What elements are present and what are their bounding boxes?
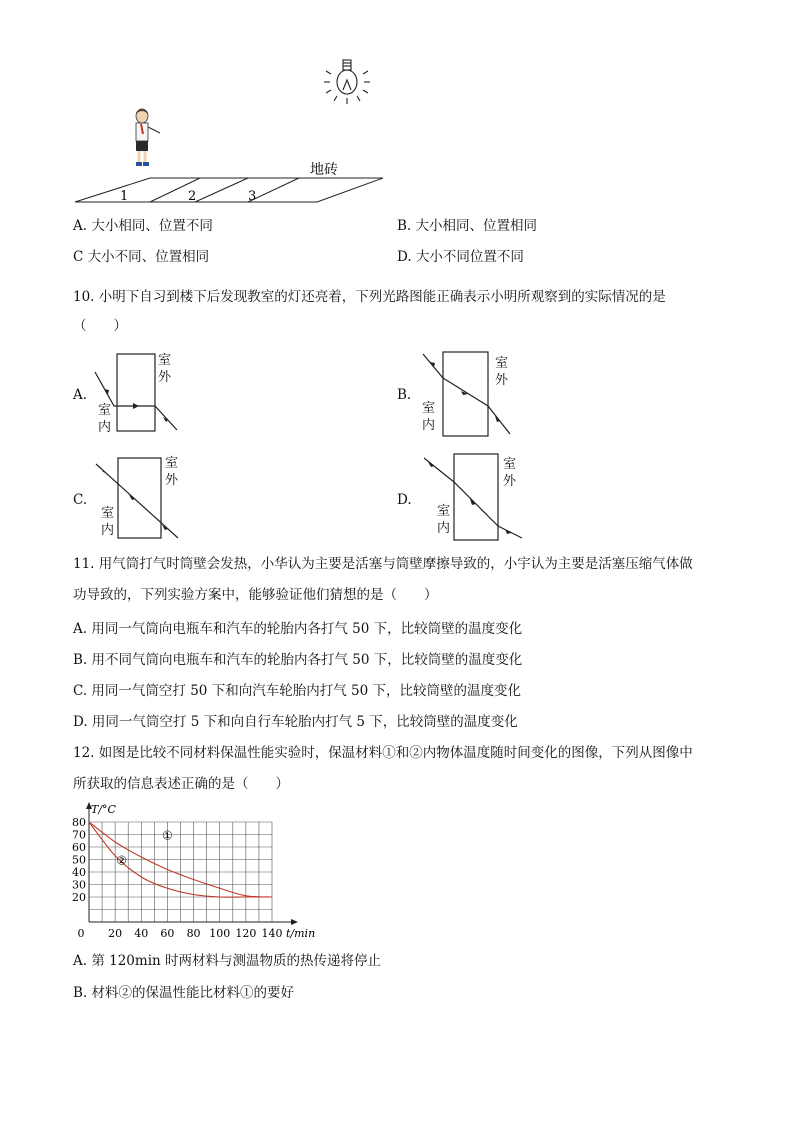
series-label: ① — [162, 828, 173, 843]
y-tick-label: 50 — [72, 853, 86, 867]
inside-label: 室内 — [98, 403, 112, 435]
q12-option-a: A. 第 120min 时两材料与测温物质的热传递将停止 — [73, 953, 381, 969]
light-bulb-icon — [324, 60, 370, 104]
student-figure — [136, 109, 160, 166]
inside-label: 室内 — [422, 401, 436, 433]
x-tick-label: 80 — [186, 927, 201, 940]
q11-stem-line2: 功导致的，下列实验方案中，能够验证他们猜想的是（ ） — [73, 587, 438, 603]
x-tick-label: 0 — [77, 927, 85, 940]
chart-xlabel: t/min — [286, 927, 316, 940]
x-axis-arrow — [291, 919, 298, 925]
q11-option-c: C. 用同一气筒空打 50 下和向汽车轮胎内打气 50 下，比较筒壁的温度变化 — [73, 683, 521, 699]
chart-grid — [89, 822, 272, 922]
outside-label: 室外 — [503, 457, 517, 489]
x-tick-label: 60 — [160, 927, 175, 940]
q11-option-a: A. 用同一气筒向电瓶车和汽车的轮胎内各打气 50 下，比较筒壁的温度变化 — [73, 621, 523, 637]
tile-number: 2 — [188, 189, 197, 204]
q10-option-letter: D. — [397, 492, 412, 508]
q10-option-letter: B. — [397, 387, 412, 403]
q12-stem-line1: 12. 如图是比较不同材料保温性能实验时，保温材料①和②内物体温度随时间变化的图像，下列从图像中 — [73, 745, 693, 761]
q12-option-b: B. 材料②的保温性能比材料①的要好 — [73, 985, 295, 1001]
q10-stem-line2: （ ） — [73, 318, 127, 334]
x-tick-label: 100 — [209, 927, 231, 940]
chart-ylabel: T/°C — [91, 803, 116, 816]
series-label: ② — [116, 853, 128, 868]
y-tick-label: 20 — [72, 891, 86, 904]
x-tick-label: 140 — [261, 927, 283, 940]
tile-number: 1 — [120, 189, 129, 204]
outside-label: 室外 — [165, 456, 179, 488]
temperature-chart — [60, 800, 316, 946]
q9-option-d: D. 大小不同位置不同 — [397, 249, 524, 265]
inside-label: 室内 — [437, 504, 451, 536]
q11-option-d: D. 用同一气筒空打 5 下和向自行车轮胎内打气 5 下，比较筒壁的温度变化 — [73, 714, 518, 730]
y-tick-label: 70 — [72, 828, 86, 842]
q9-option-a: A. 大小相同、位置不同 — [73, 218, 213, 234]
x-tick-label: 20 — [108, 927, 123, 940]
y-tick-label: 80 — [72, 816, 86, 829]
q10-option-letter: C. — [73, 492, 88, 508]
y-tick-label: 60 — [72, 841, 86, 854]
q10-option-letter: A. — [73, 387, 88, 403]
q11-option-b: B. 用不同气筒向电瓶车和汽车的轮胎内各打气 50 下，比较筒壁的温度变化 — [73, 652, 523, 668]
inside-label: 室内 — [101, 506, 115, 538]
y-tick-label: 40 — [72, 866, 86, 879]
y-tick-label: 30 — [72, 878, 86, 892]
q9-option-c: C 大小不同、位置相同 — [73, 249, 210, 265]
q12-stem-line2: 所获取的信息表述正确的是（ ） — [73, 776, 289, 792]
q11-stem-line1: 11. 用气筒打气时筒壁会发热，小华认为主要是活塞与筒壁摩擦导致的，小宇认为主要是活塞压缩气体做 — [73, 556, 693, 572]
x-tick-label: 120 — [235, 927, 257, 940]
outside-label: 室外 — [495, 356, 509, 388]
tile-label: 地砖 — [310, 162, 338, 178]
x-tick-label: 40 — [134, 927, 149, 940]
q9-figure — [70, 52, 400, 212]
tile-number: 3 — [248, 189, 257, 204]
outside-label: 室外 — [158, 353, 172, 385]
q10-stem-line1: 10. 小明下自习到楼下后发现教室的灯还亮着，下列光路图能正确表示小明所观察到的实际情况的是 — [73, 289, 666, 305]
q9-option-b: B. 大小相同、位置相同 — [397, 218, 538, 234]
